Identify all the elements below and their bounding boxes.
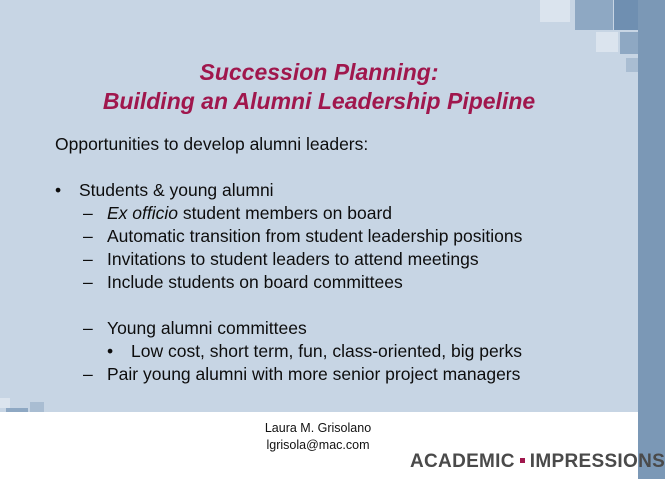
title-line-2: Building an Alumni Leadership Pipeline xyxy=(102,88,536,114)
sub-item xyxy=(55,225,522,248)
slide-body xyxy=(55,133,522,386)
decorative-square xyxy=(575,0,613,30)
author-name: Laura M. Grisolano xyxy=(264,421,372,435)
sub-text: Young alumni committees xyxy=(107,318,307,338)
bullet-item xyxy=(55,179,522,202)
sub-text: Invitations to student leaders to attend meetings xyxy=(107,249,479,269)
sub-text: Include students on board committees xyxy=(107,272,403,292)
decorative-square xyxy=(540,0,570,22)
academic-impressions-logo xyxy=(410,451,665,473)
sub-text: Automatic transition from student leadership positions xyxy=(107,226,523,246)
logo-word-right: IMPRESSIONS xyxy=(529,451,665,472)
italic-text: Ex officio xyxy=(107,203,178,223)
logo-word-left: ACADEMIC xyxy=(410,451,515,472)
title-line-1: Succession Planning: xyxy=(199,59,439,85)
decorative-square xyxy=(0,398,10,408)
bullet-text: Students & young alumni xyxy=(79,180,274,200)
spacer xyxy=(55,294,522,317)
dash-marker: – xyxy=(83,364,93,384)
sub-text: Pair young alumni with more senior project managers xyxy=(107,364,521,384)
sub-sub-text: Low cost, short term, fun, class-oriented, big perks xyxy=(131,341,522,361)
dash-marker: – xyxy=(83,318,93,338)
decorative-square xyxy=(620,32,638,54)
sub-text: student members on board xyxy=(178,203,393,223)
dash-marker: – xyxy=(83,272,93,292)
bullet-marker: • xyxy=(107,341,114,361)
decorative-square xyxy=(596,32,618,52)
sub-sub-item xyxy=(55,340,522,363)
sub-item xyxy=(55,271,522,294)
sub-item xyxy=(55,202,522,225)
author-block xyxy=(248,420,388,454)
spacer xyxy=(55,156,522,179)
dash-marker: – xyxy=(83,203,93,223)
dash-marker: – xyxy=(83,226,93,246)
dash-marker: – xyxy=(83,249,93,269)
author-email: lgrisola@mac.com xyxy=(266,438,370,452)
sub-item xyxy=(55,317,522,340)
slide-title xyxy=(0,58,638,116)
sub-item xyxy=(55,248,522,271)
sub-item xyxy=(55,363,522,386)
decorative-square xyxy=(614,0,638,30)
bullet-marker: • xyxy=(55,180,62,200)
logo-dot-icon xyxy=(520,458,525,463)
intro-text: Opportunities to develop alumni leaders: xyxy=(55,134,369,154)
